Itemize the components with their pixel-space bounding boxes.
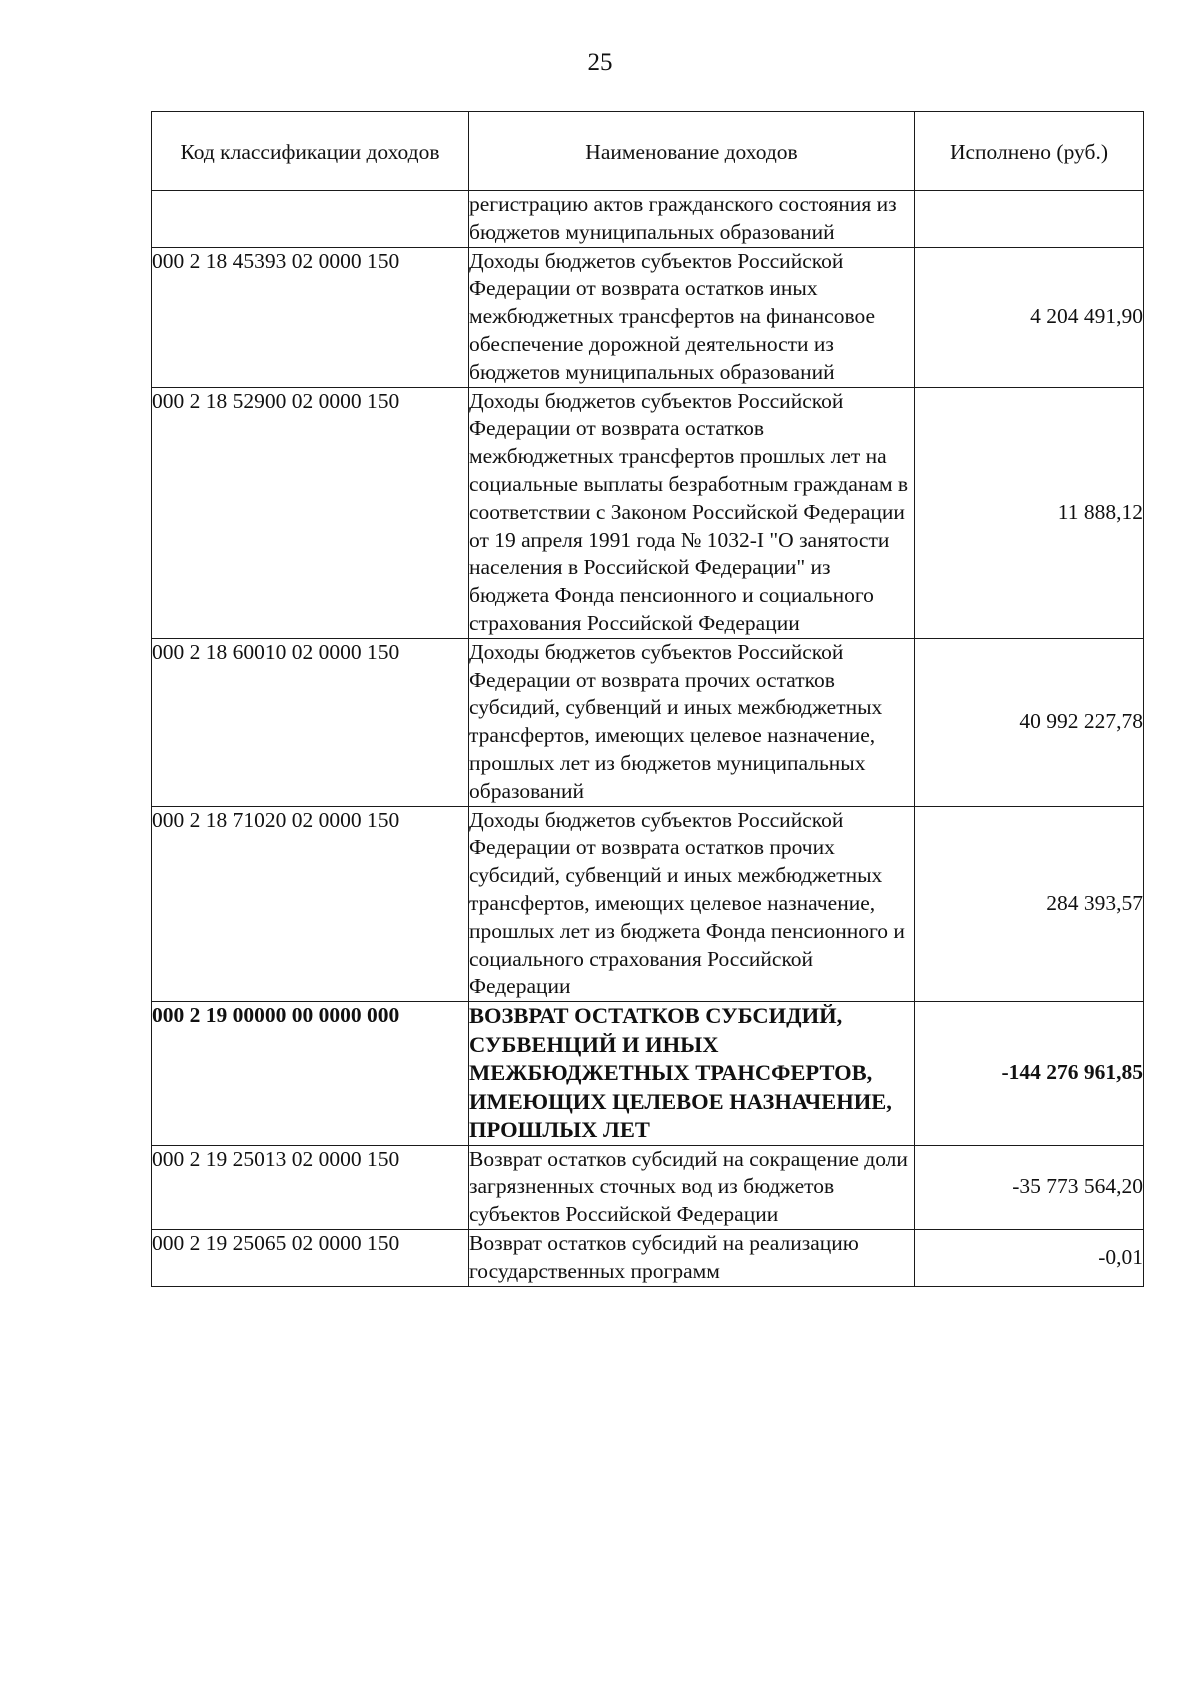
row-amount: -0,01 [915,1230,1144,1287]
row-name: ВОЗВРАТ ОСТАТКОВ СУБСИДИЙ, СУБВЕНЦИЙ И ИНЫХ МЕЖБЮДЖЕТНЫХ ТРАНСФЕРТОВ, ИМЕЮЩИХ ЦЕЛЕВОЕ НАЗНАЧЕНИЕ, ПРОШЛЫХ ЛЕТ [469,1002,915,1146]
row-code: 000 2 19 25065 02 0000 150 [152,1230,469,1287]
row-code: 000 2 19 25013 02 0000 150 [152,1145,469,1229]
row-amount: 11 888,12 [915,387,1144,638]
table-row [152,1145,1144,1229]
row-code [152,191,469,248]
row-code: 000 2 19 00000 00 0000 000 [152,1002,469,1146]
row-name: Доходы бюджетов субъектов Российской Федерации от возврата остатков прочих субсидий, субвенций и иных межбюджетных трансфертов, имеющих целевое назначение, прошлых лет из бюджета Фонда пенсионного и социального страхования Российской Федерации [469,806,915,1002]
row-amount: 40 992 227,78 [915,638,1144,806]
row-name: Доходы бюджетов субъектов Российской Федерации от возврата остатков межбюджетных трансфертов прошлых лет на социальные выплаты безработным гражданам в соответствии с Законом Российской Федерации от 19 апреля 1991 года № 1032-I "О занятости населения в Российской Федерации" из бюджета Фонда пенсионного и социального страхования Российской Федерации [469,387,915,638]
table-row [152,247,1144,387]
table-row [152,191,1144,248]
header-name: Наименование доходов [469,112,915,191]
table-row-section-total [152,1002,1144,1146]
row-amount: 4 204 491,90 [915,247,1144,387]
row-amount: -35 773 564,20 [915,1145,1144,1229]
header-amount: Исполнено (руб.) [915,112,1144,191]
row-code: 000 2 18 52900 02 0000 150 [152,387,469,638]
row-amount [915,191,1144,248]
row-amount: -144 276 961,85 [915,1002,1144,1146]
table-header-row [152,112,1144,191]
row-name: Возврат остатков субсидий на реализацию государственных программ [469,1230,915,1287]
page-number: 25 [587,49,613,76]
row-code: 000 2 18 60010 02 0000 150 [152,638,469,806]
row-name: регистрацию актов гражданского состояния из бюджетов муниципальных образований [469,191,915,248]
row-name: Доходы бюджетов субъектов Российской Федерации от возврата остатков иных межбюджетных трансфертов на финансовое обеспечение дорожной деятельности из бюджетов муниципальных образований [469,247,915,387]
row-name: Возврат остатков субсидий на сокращение доли загрязненных сточных вод из бюджетов субъектов Российской Федерации [469,1145,915,1229]
table-row [152,806,1144,1002]
revenue-table [151,111,1144,1287]
row-code: 000 2 18 71020 02 0000 150 [152,806,469,1002]
table-row [152,1230,1144,1287]
table-row [152,638,1144,806]
header-code: Код классификации доходов [152,112,469,191]
row-amount: 284 393,57 [915,806,1144,1002]
row-name: Доходы бюджетов субъектов Российской Федерации от возврата прочих остатков субсидий, субвенций и иных межбюджетных трансфертов, имеющих целевое назначение, прошлых лет из бюджетов муниципальных образований [469,638,915,806]
table-row [152,387,1144,638]
row-code: 000 2 18 45393 02 0000 150 [152,247,469,387]
